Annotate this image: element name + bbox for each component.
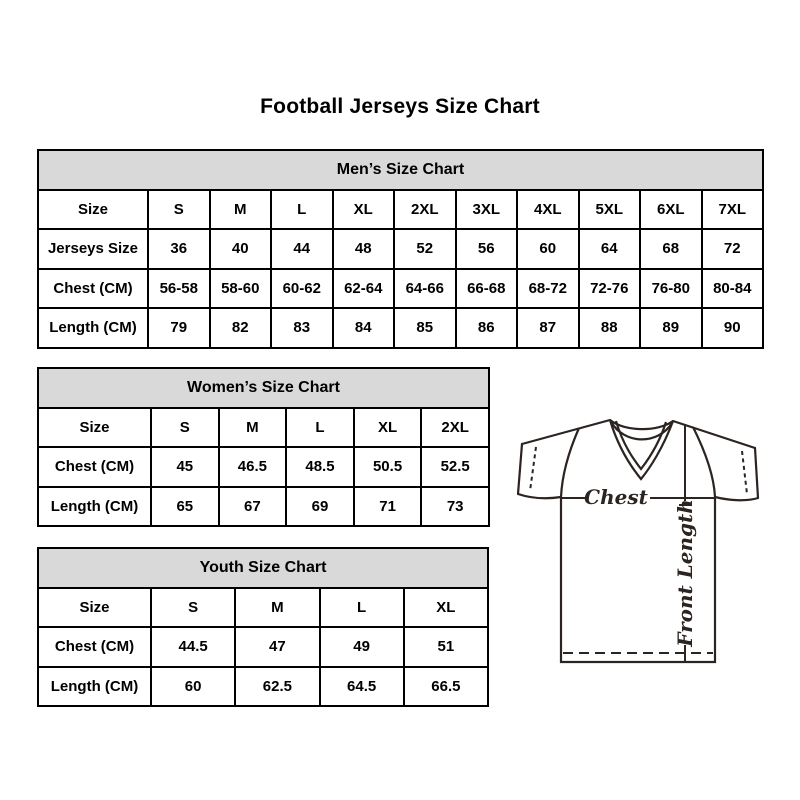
jersey-left-shoulder-edge (522, 420, 610, 444)
youth-size-table (37, 547, 489, 707)
womens-size-table (37, 367, 490, 527)
front-length-label: Front Length (673, 499, 697, 647)
table-row (38, 269, 763, 309)
table-cell: 64 (579, 229, 641, 269)
table-cell: 49 (320, 627, 404, 667)
table-title: Women’s Size Chart (38, 368, 489, 408)
table-header-cell: 2XL (421, 408, 489, 448)
table-header-cell: S (151, 588, 235, 628)
table-header-cell: L (320, 588, 404, 628)
table-header-cell: L (271, 190, 333, 230)
table-cell: 62.5 (235, 667, 319, 707)
table-cell: 60-62 (271, 269, 333, 309)
table-cell: 60 (517, 229, 579, 269)
table-title: Youth Size Chart (38, 548, 488, 588)
table-cell: 88 (579, 308, 641, 348)
table-header-cell: M (219, 408, 287, 448)
table-cell: 89 (640, 308, 702, 348)
table-header-cell: Size (38, 190, 148, 230)
table-cell: 84 (333, 308, 395, 348)
table-cell: 46.5 (219, 447, 287, 487)
table-title-row (38, 368, 489, 408)
table-cell: 69 (286, 487, 354, 527)
table-header-cell: XL (404, 588, 488, 628)
table-cell: 68-72 (517, 269, 579, 309)
left-sleeve-cuff-edge (518, 444, 522, 494)
table-header-cell: Chest (CM) (38, 447, 151, 487)
table-header-cell: L (286, 408, 354, 448)
table-cell: 71 (354, 487, 422, 527)
table-cell: 79 (148, 308, 210, 348)
table-header-cell: S (148, 190, 210, 230)
table-cell: 47 (235, 627, 319, 667)
table-row (38, 229, 763, 269)
jersey-measurement-diagram (505, 398, 767, 668)
table-header-cell: 7XL (702, 190, 764, 230)
table-cell: 52 (394, 229, 456, 269)
table-row (38, 627, 488, 667)
table-title-row (38, 150, 763, 190)
mens-size-table (37, 149, 764, 349)
table-cell: 60 (151, 667, 235, 707)
table-cell: 48.5 (286, 447, 354, 487)
table-header-cell: Length (CM) (38, 308, 148, 348)
table-cell: 66.5 (404, 667, 488, 707)
table-cell: 72-76 (579, 269, 641, 309)
table-cell: 65 (151, 487, 219, 527)
table-cell: 86 (456, 308, 518, 348)
table-cell: 82 (210, 308, 272, 348)
table-header-cell: Jerseys Size (38, 229, 148, 269)
table-header-cell: S (151, 408, 219, 448)
right-sleeve-seam (693, 427, 715, 497)
left-sleeve-seam (561, 428, 579, 497)
page-title: Football Jerseys Size Chart (260, 95, 540, 118)
table-cell: 68 (640, 229, 702, 269)
table-cell: 56-58 (148, 269, 210, 309)
front-length-label-group (673, 499, 697, 648)
table-row (38, 190, 763, 230)
table-cell: 52.5 (421, 447, 489, 487)
table-cell: 80-84 (702, 269, 764, 309)
table-header-cell: M (210, 190, 272, 230)
table-cell: 64.5 (320, 667, 404, 707)
table-header-cell: 4XL (517, 190, 579, 230)
table-cell: 66-68 (456, 269, 518, 309)
table-cell: 44.5 (151, 627, 235, 667)
table-header-cell: 2XL (394, 190, 456, 230)
table-header-cell: 3XL (456, 190, 518, 230)
table-cell: 48 (333, 229, 395, 269)
table-header-cell: Chest (CM) (38, 627, 151, 667)
table-header-cell: M (235, 588, 319, 628)
chest-label: Chest (584, 485, 648, 509)
table-cell: 67 (219, 487, 287, 527)
table-cell: 85 (394, 308, 456, 348)
table-header-cell: XL (354, 408, 422, 448)
right-sleeve-underarm (715, 497, 758, 500)
table-cell: 45 (151, 447, 219, 487)
table-title-row (38, 548, 488, 588)
table-row (38, 308, 763, 348)
table-cell: 40 (210, 229, 272, 269)
table-cell: 83 (271, 308, 333, 348)
right-sleeve-cuff-dashed-line (742, 451, 747, 494)
table-row (38, 588, 488, 628)
left-sleeve-cuff-dashed-line (530, 447, 536, 491)
table-cell: 73 (421, 487, 489, 527)
table-header-cell: Length (CM) (38, 487, 151, 527)
table-header-cell: Size (38, 408, 151, 448)
table-cell: 62-64 (333, 269, 395, 309)
table-cell: 56 (456, 229, 518, 269)
table-cell: 90 (702, 308, 764, 348)
table-cell: 64-66 (394, 269, 456, 309)
table-header-cell: Size (38, 588, 151, 628)
table-header-cell: 5XL (579, 190, 641, 230)
table-cell: 72 (702, 229, 764, 269)
table-row (38, 447, 489, 487)
table-cell: 51 (404, 627, 488, 667)
table-row (38, 408, 489, 448)
table-row (38, 487, 489, 527)
table-row (38, 667, 488, 707)
table-cell: 58-60 (210, 269, 272, 309)
right-sleeve-cuff-edge (755, 448, 758, 498)
table-header-cell: Length (CM) (38, 667, 151, 707)
table-title: Men’s Size Chart (38, 150, 763, 190)
table-header-cell: 6XL (640, 190, 702, 230)
table-cell: 76-80 (640, 269, 702, 309)
table-cell: 44 (271, 229, 333, 269)
left-sleeve-underarm (518, 494, 561, 498)
table-cell: 87 (517, 308, 579, 348)
table-header-cell: XL (333, 190, 395, 230)
table-cell: 50.5 (354, 447, 422, 487)
table-header-cell: Chest (CM) (38, 269, 148, 309)
table-cell: 36 (148, 229, 210, 269)
